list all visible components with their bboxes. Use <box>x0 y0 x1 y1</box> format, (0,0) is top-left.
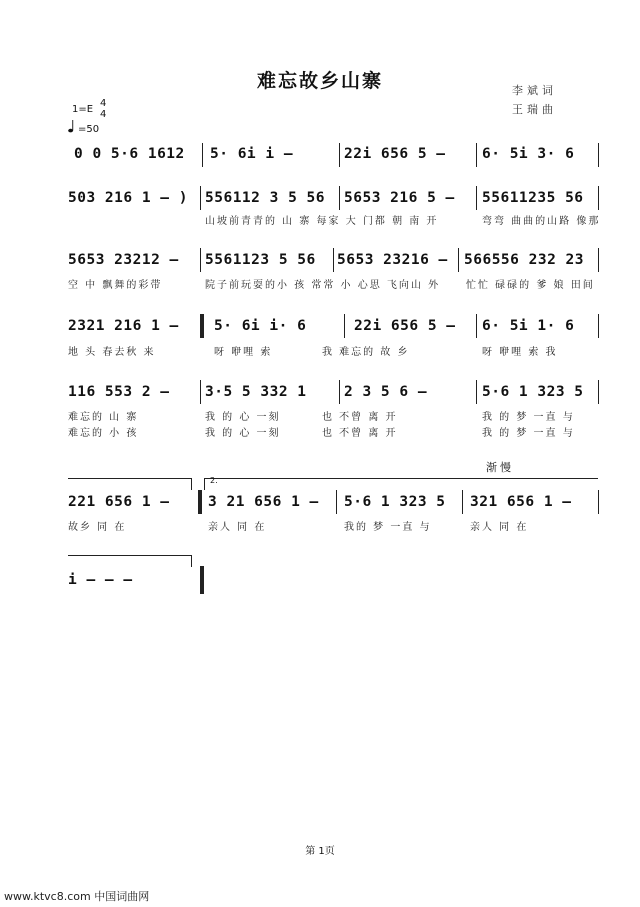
line3-lyrics-end: 忙忙 碌碌的 爹 娘 田间 <box>466 280 595 291</box>
line4-lyrics-3: 我 难忘的 故 乡 <box>322 347 410 358</box>
barline <box>339 380 340 404</box>
line3-lyrics: 院子前玩耍的小 孩 常常 小 心思 飞向山 外 <box>205 280 441 291</box>
line4-lyrics-2: 呀 咿哩 索 <box>214 347 273 358</box>
volta-2-bracket <box>204 478 598 479</box>
barline <box>598 186 599 210</box>
line4-bar1-notes: 2321 216 1 – <box>68 318 179 334</box>
lyricist-credit: 李斌词 <box>512 84 557 97</box>
barline <box>476 314 477 338</box>
barline <box>476 380 477 404</box>
final-barline <box>200 566 204 594</box>
line6-lyrics-1: 故乡 同 在 <box>68 522 127 533</box>
barline <box>598 380 599 404</box>
volta-2-label: 2. <box>210 476 218 485</box>
line4-bar4-notes: 6· 5i 1· 6 <box>482 318 575 334</box>
line5-lyrics-b-2: 我 的 心 一刻 <box>205 428 281 439</box>
barline <box>344 314 345 338</box>
barline <box>333 248 334 272</box>
line2-bar2-notes: 556112 3 5 56 <box>205 190 325 206</box>
volta-2-bracket-start <box>204 478 205 490</box>
barline <box>200 186 201 210</box>
line5-lyrics-b-3: 也 不曾 离 开 <box>322 428 398 439</box>
line1-bar2-notes: 5· 6i i – <box>210 146 294 162</box>
line2-lyrics-end: 弯弯 曲曲的山路 像那 <box>482 216 601 227</box>
line5-bar1-notes: 116 553 2 – <box>68 384 170 400</box>
barline <box>462 490 463 514</box>
line1-bar1-notes: 0 0 5·6 1612 <box>74 146 185 162</box>
tempo-marking: =50 <box>78 124 100 135</box>
line6-lyrics-3: 我的 梦 一直 与 <box>344 522 432 533</box>
line5-bar2-notes: 3·5 5 332 1 <box>205 384 307 400</box>
barline <box>598 143 599 167</box>
time-signature-bottom: 4 <box>100 109 107 120</box>
line7-bar1-notes: i – – – <box>68 572 133 588</box>
line6-lyrics-4: 亲人 同 在 <box>470 522 529 533</box>
line5-bar4-notes: 5·6 1 323 5 <box>482 384 584 400</box>
line5-lyrics-b-4: 我 的 梦 一直 与 <box>482 428 575 439</box>
barline <box>339 186 340 210</box>
time-signature <box>100 98 106 120</box>
line3-bar2-notes: 5561123 5 56 <box>205 252 316 268</box>
line5-lyrics-a-1: 难忘的 山 寨 <box>68 412 139 423</box>
line1-bar3-notes: 22i 656 5 – <box>344 146 446 162</box>
line5-lyrics-b-1: 难忘的 小 孩 <box>68 428 139 439</box>
barline <box>339 143 340 167</box>
ritardando-marking: 渐慢 <box>486 461 514 474</box>
line3-bar4-notes: 566556 232 23 <box>464 252 584 268</box>
time-signature-top: 4 <box>100 98 107 109</box>
line3-lyrics-start: 空 中 飘舞的彩带 <box>68 280 163 291</box>
page-number: 第 1页 <box>305 846 335 857</box>
line4-bar2-notes: 5· 6i i· 6 <box>214 318 307 334</box>
volta-1-bracket <box>68 478 192 479</box>
barline <box>200 248 201 272</box>
line6-bar3-notes: 5·6 1 323 5 <box>344 494 446 510</box>
song-title: 难忘故乡山寨 <box>256 70 383 92</box>
barline <box>202 143 203 167</box>
repeat-start-barline <box>200 314 204 338</box>
repeat-end-barline <box>198 490 202 514</box>
final-bracket <box>68 555 192 556</box>
line5-lyrics-a-2: 我 的 心 一刻 <box>205 412 281 423</box>
barline <box>476 143 477 167</box>
line6-bar4-notes: 321 656 1 – <box>470 494 572 510</box>
barline <box>598 490 599 514</box>
composer-credit: 王瑞曲 <box>512 103 557 116</box>
barline <box>336 490 337 514</box>
line6-bar2-notes: 3 21 656 1 – <box>208 494 319 510</box>
final-bracket-end <box>191 555 192 567</box>
line5-lyrics-a-4: 我 的 梦 一直 与 <box>482 412 575 423</box>
line5-lyrics-a-3: 也 不曾 离 开 <box>322 412 398 423</box>
volta-1-bracket-end <box>191 478 192 490</box>
site-footer: www.ktvc8.com 中国词曲网 <box>4 890 150 903</box>
line2-bar4-notes: 55611235 56 <box>482 190 584 206</box>
line3-bar1-notes: 5653 23212 – <box>68 252 179 268</box>
line6-bar1-notes: 221 656 1 – <box>68 494 170 510</box>
line6-lyrics-2: 亲人 同 在 <box>208 522 267 533</box>
barline <box>458 248 459 272</box>
barline <box>598 314 599 338</box>
barline <box>598 248 599 272</box>
barline <box>200 380 201 404</box>
key-signature: 1=E <box>72 104 94 115</box>
line2-lyrics: 山坡前青青的 山 寨 每家 大 门都 朝 南 开 <box>205 216 439 227</box>
line1-bar4-notes: 6· 5i 3· 6 <box>482 146 575 162</box>
line2-bar3-notes: 5653 216 5 – <box>344 190 455 206</box>
line3-bar3-notes: 5653 23216 – <box>337 252 448 268</box>
line4-lyrics-1: 地 头 春去秋 来 <box>68 347 156 358</box>
quarter-note-icon <box>68 120 74 133</box>
line4-lyrics-4: 呀 咿哩 索 我 <box>482 347 558 358</box>
line2-bar1-notes: 503 216 1 – ) <box>68 190 188 206</box>
line5-bar3-notes: 2 3 5 6 – <box>344 384 428 400</box>
barline <box>476 186 477 210</box>
line4-bar3-notes: 22i 656 5 – <box>354 318 456 334</box>
